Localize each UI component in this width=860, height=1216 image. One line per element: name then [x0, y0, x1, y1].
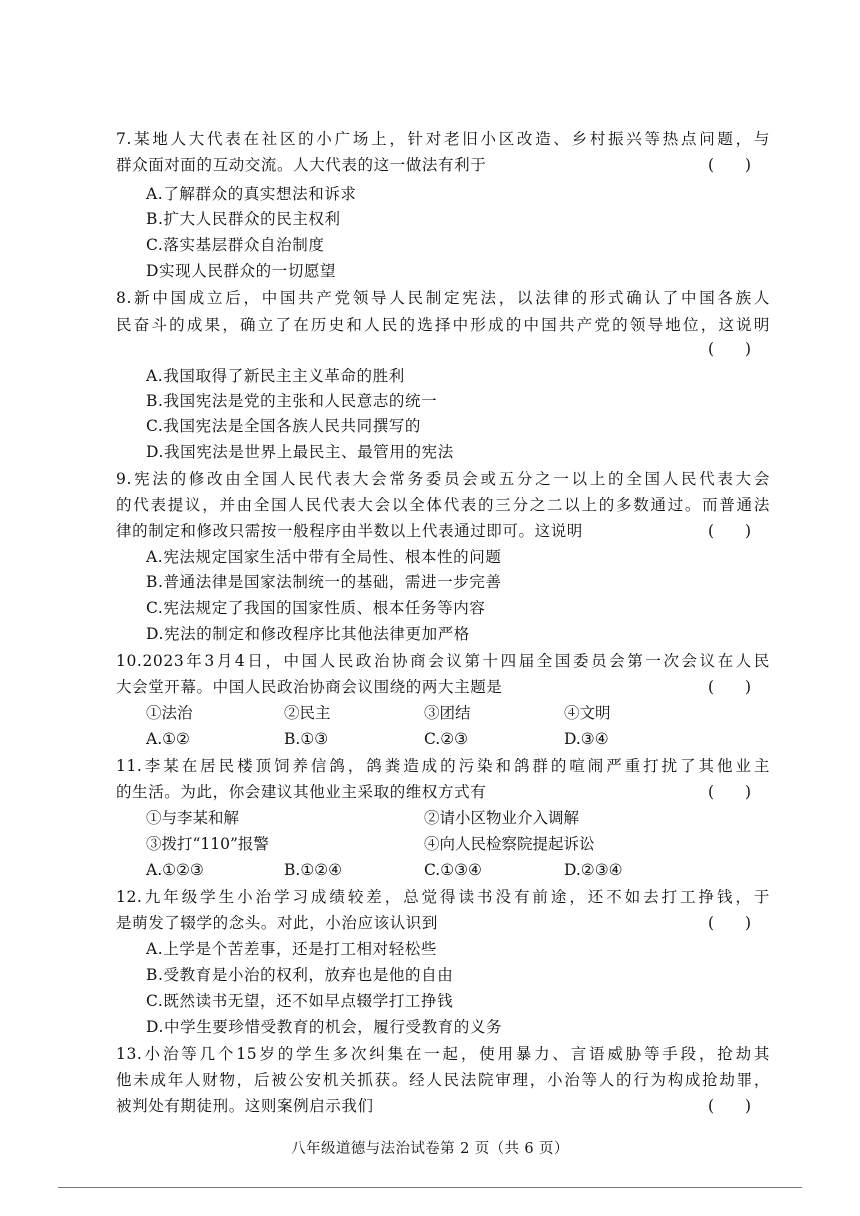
- option-a: A.①②: [146, 730, 190, 748]
- answer-parenthesis: ( ): [708, 914, 752, 932]
- question-stem-line: 12.九年级学生小治学习成绩较差，总觉得读书没有前途，还不如去打工挣钱，于: [116, 888, 770, 906]
- item-3: ③拨打“110”报警: [146, 835, 269, 853]
- question-stem-line: 8.新中国成立后，中国共产党领导人民制定宪法，以法律的形式确认了中国各族人: [116, 289, 770, 307]
- question-stem-line: 民奋斗的成果，确立了在历史和人民的选择中形成的中国共产党的领导地位，这说明: [116, 316, 770, 334]
- bottom-rule: [58, 1187, 802, 1188]
- question-stem-line: 10.2023年3月4日，中国人民政治协商会议第十四届全国委员会第一次会议在人民: [116, 652, 770, 670]
- question-stem-line: 7.某地人大代表在社区的小广场上，针对老旧小区改造、乡村振兴等热点问题，与: [116, 130, 770, 148]
- option-d: D.③④: [564, 730, 609, 748]
- question-stem-line: 是萌发了辍学的念头。对此，小治应该认识到: [116, 914, 439, 932]
- question-stem-line: 被判处有期徒刑。这则案例启示我们: [116, 1097, 374, 1115]
- item-4: ④向人民检察院提起诉讼: [424, 835, 595, 853]
- answer-parenthesis: ( ): [708, 678, 752, 696]
- question-stem-line: 律的制定和修改只需按一般程序由半数以上代表通过即可。这说明: [116, 522, 583, 540]
- answer-parenthesis: ( ): [708, 1097, 752, 1115]
- question-stem-line: 11.李某在居民楼顶饲养信鸽，鸽粪造成的污染和鸽群的喧闹严重打扰了其他业主: [116, 757, 770, 775]
- option-d: D.我国宪法是世界上最民主、最管用的宪法: [146, 443, 454, 461]
- answer-parenthesis: ( ): [708, 783, 752, 801]
- answer-parenthesis: ( ): [708, 340, 752, 358]
- option-c: C.既然读书无望，还不如早点辍学打工挣钱: [146, 992, 454, 1010]
- option-d: D.②③④: [564, 861, 623, 879]
- option-b: B.①②④: [284, 861, 343, 879]
- question-stem-line: 的生活。为此，你会建议其他业主采取的维权方式有: [116, 783, 487, 801]
- option-a: A.了解群众的真实想法和诉求: [146, 185, 357, 203]
- option-c: C.①③④: [424, 861, 482, 879]
- option-a: A.我国取得了新民主主义革命的胜利: [146, 367, 405, 385]
- item-3: ③团结: [424, 704, 471, 722]
- item-2: ②请小区物业介入调解: [424, 809, 580, 827]
- option-b: B.①③: [284, 730, 329, 748]
- option-b: B.扩大人民群众的民主权利: [146, 210, 341, 228]
- question-stem-line: 9.宪法的修改由全国人民代表大会常务委员会或五分之一以上的全国人民代表大会: [116, 470, 770, 488]
- item-2: ②民主: [284, 704, 331, 722]
- option-b: B.普通法律是国家法制统一的基础，需进一步完善: [146, 573, 502, 591]
- option-d: D实现人民群众的一切愿望: [146, 262, 337, 280]
- page-footer: 八年级道德与法治试卷第 2 页（共 6 页）: [291, 1141, 569, 1157]
- option-d: D.中学生要珍惜受教育的机会，履行受教育的义务: [146, 1018, 503, 1036]
- option-b: B.我国宪法是党的主张和人民意志的统一: [146, 392, 438, 410]
- option-b: B.受教育是小治的权利，放弃也是他的自由: [146, 966, 454, 984]
- answer-parenthesis: ( ): [708, 522, 752, 540]
- option-a: A.宪法规定国家生活中带有全局性、根本性的问题: [146, 548, 502, 566]
- item-4: ④文明: [564, 704, 611, 722]
- option-c: C.我国宪法是全国各族人民共同撰写的: [146, 417, 422, 435]
- option-c: C.落实基层群众自治制度: [146, 236, 325, 254]
- option-c: C.②③: [424, 730, 469, 748]
- option-a: A.上学是个苦差事，还是打工相对轻松些: [146, 940, 438, 958]
- answer-parenthesis: ( ): [708, 156, 752, 174]
- question-stem-line: 他未成年人财物，后被公安机关抓获。经人民法院审理，小治等人的行为构成抢劫罪，: [116, 1071, 770, 1089]
- option-a: A.①②③: [146, 861, 204, 879]
- question-stem-line: 群众面对面的互动交流。人大代表的这一做法有利于: [116, 156, 487, 174]
- question-stem-line: 的代表提议，并由全国人民代表大会以全体代表的三分之二以上的多数通过。而普通法: [116, 496, 770, 514]
- question-stem-line: 大会堂开幕。中国人民政治协商会议围绕的两大主题是: [116, 678, 503, 696]
- option-d: D.宪法的制定和修改程序比其他法律更加严格: [146, 625, 470, 643]
- item-1: ①与李某和解: [146, 809, 240, 827]
- option-c: C.宪法规定了我国的国家性质、根本任务等内容: [146, 599, 486, 617]
- item-1: ①法治: [146, 704, 193, 722]
- question-stem-line: 13.小治等几个15岁的学生多次纠集在一起，使用暴力、言语威胁等手段，抢劫其: [116, 1045, 770, 1063]
